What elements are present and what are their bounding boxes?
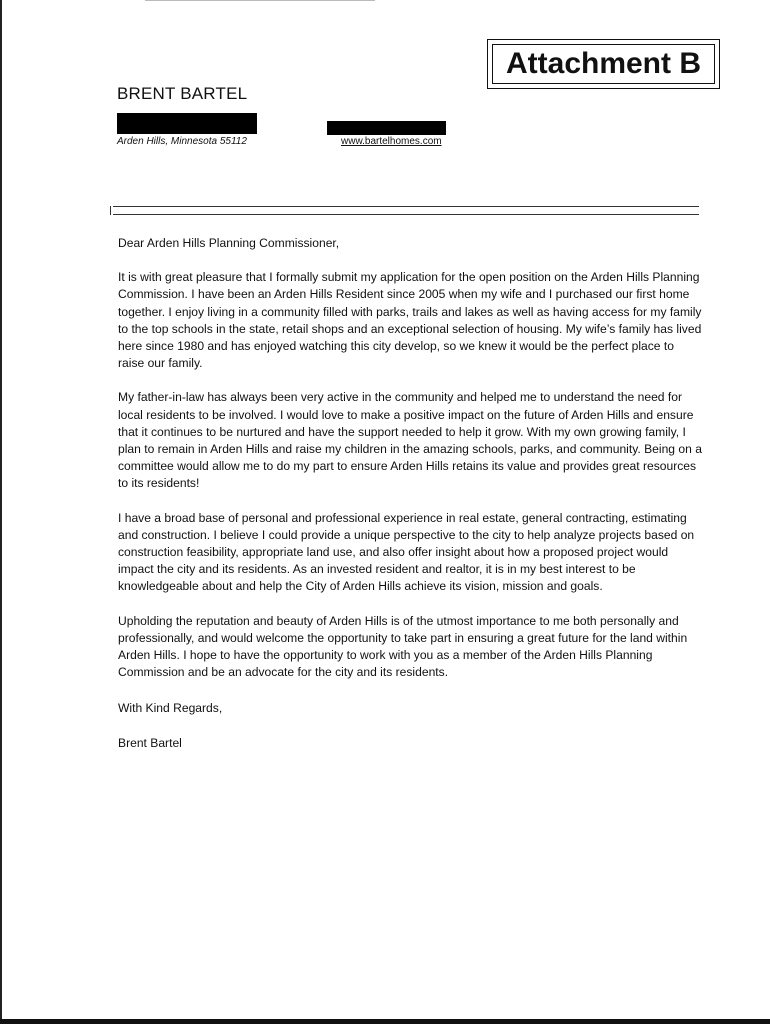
attachment-label-box bbox=[487, 39, 720, 89]
letterhead-website-link[interactable]: www.bartelhomes.com bbox=[341, 136, 442, 147]
letterhead-divider bbox=[113, 206, 699, 207]
salutation: Dear Arden Hills Planning Commissioner, bbox=[118, 236, 340, 250]
letter-body bbox=[118, 235, 703, 752]
letterhead-divider bbox=[113, 214, 699, 215]
closing: With Kind Regards, bbox=[118, 701, 223, 716]
paragraph: It is with great pleasure that I formally submit my application for the open position on the Arden Hills Planning Commission. I have been an Arden Hills Resident since 2005 when my wife and I purchased our first home together. I enjoy living in a community filled with parks, trails and lakes as well as having access for my family to the top schools in the state, retail shops and an exceptional selection of housing. My wife’s family has lived here since 1980 and has enjoyed watching this city develop, so we knew it would be the perfect place to raise our family. bbox=[118, 270, 702, 371]
page-bottom-edge bbox=[0, 1019, 770, 1024]
letterhead-name: BRENT BARTEL bbox=[117, 84, 248, 103]
paragraph: Upholding the reputation and beauty of Arden Hills is of the utmost importance to me both personally and professionally, and would welcome the opportunity to take part in ensuring a great future for the land within Arden Hills. I hope to have the opportunity to work with you as a member of the Arden Hills Planning Commission and be an advocate for the city and its residents. bbox=[118, 613, 688, 680]
letterhead-city: Arden Hills, Minnesota 55112 bbox=[117, 136, 247, 147]
paragraph: I have a broad base of personal and professional experience in real estate, general contracting, estimating and construction. I believe I could provide a unique perspective to the city to help analyze projects based on construction feasibility, appropriate land use, and also offer insight about how a proposed project would impact the city and its residents. As an invested resident and realtor, it is in my best interest to be knowledgeable about and help the City of Arden Hills achieve its vision, mission and goals. bbox=[118, 510, 695, 594]
signature: Brent Bartel bbox=[118, 735, 182, 750]
attachment-label: Attachment B bbox=[492, 44, 715, 84]
paragraph: My father-in-law has always been very active in the community and helped me to understand the need for local residents to be involved. I would love to make a positive impact on the future of Arden Hills and ensure that it continues to be nurtured and have the support needed to help it grow. With my own growing family, I plan to remain in Arden Hills and raise my children in the amazing schools, parks, and community. Being on a committee would allow me to do my part to ensure Arden Hills retains its value and provides great resources to its residents! bbox=[118, 390, 702, 491]
redaction-block bbox=[327, 121, 446, 135]
scan-artifact-line bbox=[145, 0, 375, 1]
redaction-block bbox=[117, 113, 257, 134]
page-left-edge bbox=[0, 0, 2, 1024]
divider-tick bbox=[110, 206, 111, 215]
